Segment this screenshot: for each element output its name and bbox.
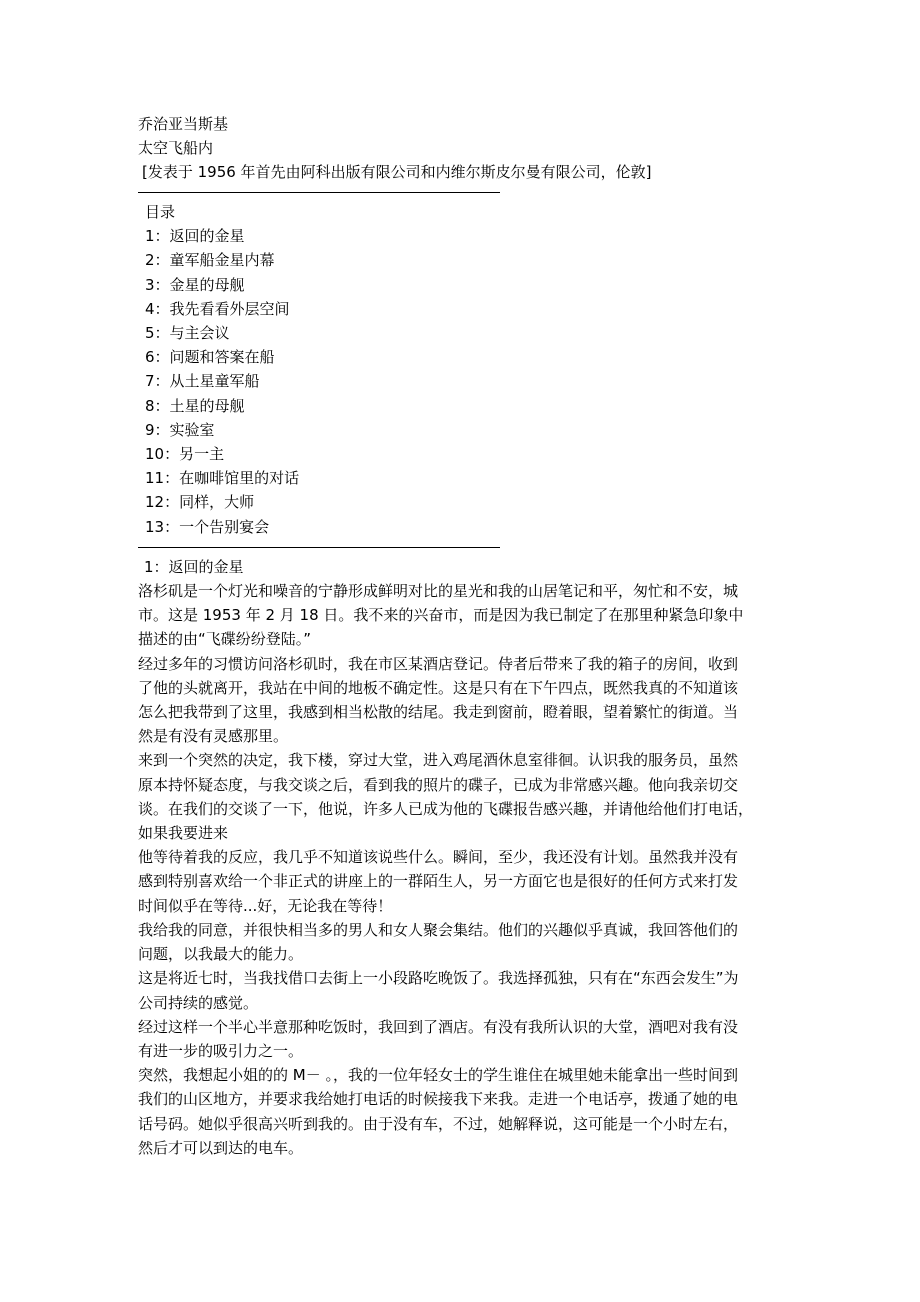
toc-item: 8：土星的母舰 <box>145 396 245 415</box>
toc-item: 3：金星的母舰 <box>145 275 245 294</box>
text-line: 市。这是 1953 年 2 月 18 日。我不来的兴奋市，而是因为我已制定了在那里种紧急印象中 <box>138 606 744 625</box>
text-line: 经过这样一个半心半意那种吃饭时，我回到了酒店。有没有我所认识的大堂，酒吧对我有没 <box>138 1017 739 1036</box>
paragraph <box>138 966 788 1014</box>
text-line: 来到一个突然的决定，我下楼，穿过大堂，进入鸡尾酒休息室徘徊。认识我的服务员，虽然 <box>138 751 739 770</box>
text-line: 话号码。她似乎很高兴听到我的。由于没有车，不过，她解释说，这可能是一个小时左右， <box>138 1114 739 1133</box>
table-of-contents <box>138 224 788 539</box>
text-line: 然后才可以到达的电车。 <box>138 1138 304 1157</box>
text-line: 描述的由“飞碟纷纷登陆。” <box>138 630 312 649</box>
author-name: 乔治亚当斯基 <box>138 115 229 133</box>
paragraph <box>138 1063 788 1160</box>
toc-item: 4：我先看看外层空间 <box>145 299 290 318</box>
toc-item: 7：从土星童军船 <box>145 372 260 391</box>
book-title: 太空飞船内 <box>138 139 214 157</box>
chapter-heading: 1：返回的金星 <box>144 557 244 576</box>
text-line: 谈。在我们的交谈了一下，他说，许多人已成为他的飞碟报告感兴趣，并请他给他们打电话， <box>138 799 754 818</box>
paragraph <box>138 652 788 749</box>
toc-item: 2：童军船金星内幕 <box>145 251 275 270</box>
text-line: 他等待着我的反应，我几乎不知道该说些什么。瞬间，至少，我还没有计划。虽然我并没有 <box>138 848 739 867</box>
text-line: 经过多年的习惯访问洛杉矶时，我在市区某酒店登记。侍者后带来了我的箱子的房间，收到 <box>138 654 739 673</box>
text-line: 洛杉矶是一个灯光和噪音的宁静形成鲜明对比的星光和我的山居笔记和平，匆忙和不安，城 <box>138 582 739 601</box>
toc-item: 1：返回的金星 <box>145 227 245 246</box>
paragraph <box>138 579 788 652</box>
document-page <box>138 112 788 1160</box>
text-line: 了他的头就离开，我站在中间的地板不确定性。这是只有在下午四点，既然我真的不知道该 <box>138 678 739 697</box>
text-line: 这是将近七时，当我找借口去街上一小段路吃晚饭了。我选择孤独，只有在“东西会发生”为 <box>138 969 739 988</box>
text-line: 我们的山区地方，并要求我给她打电话的时候接我下来我。走进一个电话亭，拨通了她的电 <box>138 1090 739 1109</box>
text-line: 我给我的同意，并很快相当多的男人和女人聚会集结。他们的兴趣似乎真诚，我回答他们的 <box>138 920 739 939</box>
paragraph <box>138 918 788 966</box>
text-line: 感到特别喜欢给一个非正式的讲座上的一群陌生人，另一方面它也是很好的任何方式来打发 <box>138 872 739 891</box>
toc-item: 9：实验室 <box>145 420 215 439</box>
toc-item: 6：问题和答案在船 <box>145 348 275 367</box>
toc-item: 10：另一主 <box>145 445 225 464</box>
paragraph <box>138 845 788 918</box>
text-line: 然是有没有灵感那里。 <box>138 727 289 746</box>
toc-item: 11：在咖啡馆里的对话 <box>145 469 300 488</box>
chapter-body <box>138 579 788 1160</box>
text-line: 原本持怀疑态度，与我交谈之后，看到我的照片的碟子，已成为非常感兴趣。他向我亲切交 <box>138 775 739 794</box>
publication-note: [发表于 1956 年首先由阿科出版有限公司和内维尔斯皮尔曼有限公司，伦敦] <box>142 163 652 181</box>
text-line: 公司持续的感觉。 <box>138 993 259 1012</box>
paragraph <box>138 1015 788 1063</box>
text-line: 有进一步的吸引力之一。 <box>138 1041 304 1060</box>
toc-heading: 目录 <box>145 203 176 221</box>
divider-top <box>138 192 500 193</box>
text-line: 突然，我想起小姐的的 M－ 。，我的一位年轻女士的学生谁住在城里她未能拿出一些时间到 <box>138 1066 738 1085</box>
paragraph <box>138 748 788 845</box>
text-line: 怎么把我带到了这里，我感到相当松散的结尾。我走到窗前，瞪着眼，望着繁忙的街道。当 <box>138 703 739 722</box>
text-line: 时间似乎在等待...好，无论我在等待！ <box>138 896 393 915</box>
text-line: 问题，以我最大的能力。 <box>138 945 304 964</box>
toc-item: 5：与主会议 <box>145 324 230 343</box>
toc-item: 12：同样，大师 <box>145 493 255 512</box>
toc-item: 13：一个告别宴会 <box>145 517 270 536</box>
text-line: 如果我要进来 <box>138 824 229 843</box>
divider-bottom <box>138 547 500 548</box>
